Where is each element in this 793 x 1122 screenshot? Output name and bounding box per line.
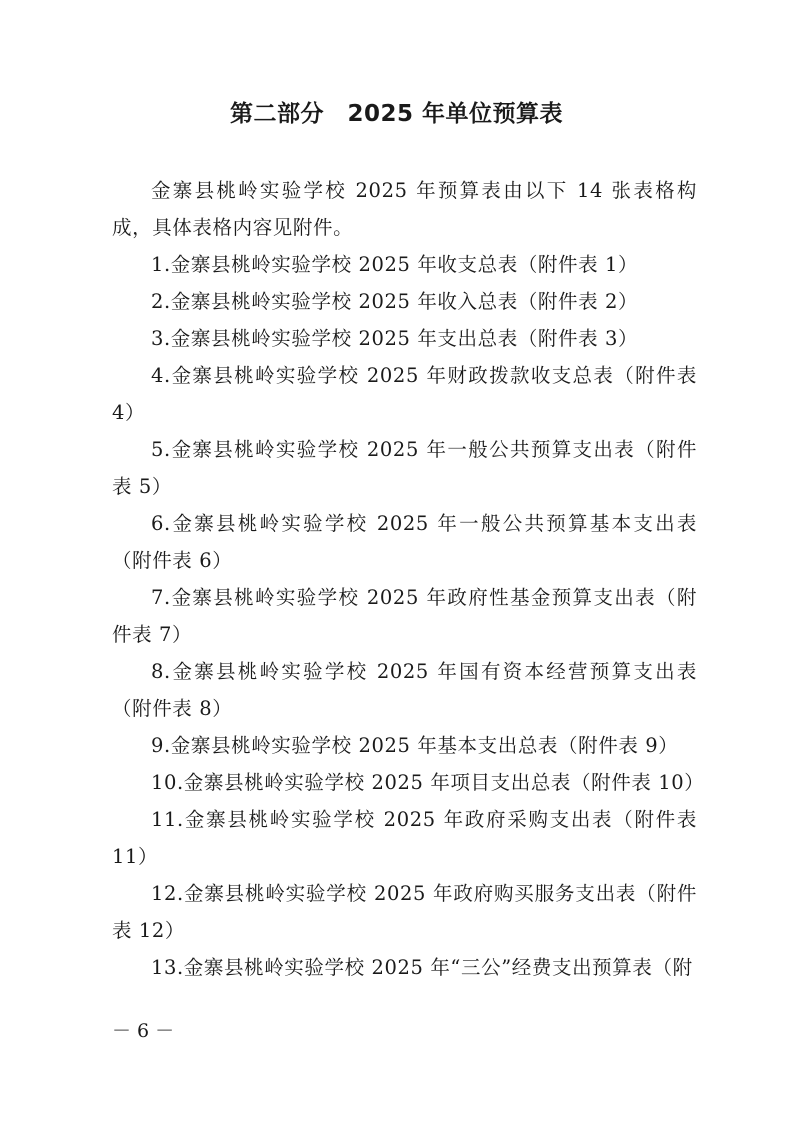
list-item: 11.金寨县桃岭实验学校 2025 年政府采购支出表（附件表 11） (112, 808, 697, 868)
list-item: 10.金寨县桃岭实验学校 2025 年项目支出总表（附件表 10） (151, 771, 705, 794)
list-item: 8.金寨县桃岭实验学校 2025 年国有资本经营预算支出表（附件表 8） (112, 660, 697, 720)
list-item: 13.金寨县桃岭实验学校 2025 年“三公”经费支出预算表（附 (151, 956, 693, 979)
list-item: 6.金寨县桃岭实验学校 2025 年一般公共预算基本支出表（附件表 6） (112, 512, 697, 572)
intro-paragraph: 金寨县桃岭实验学校 2025 年预算表由以下 14 张表格构成，具体表格内容见附件。 (112, 179, 697, 239)
page-number: － 6 － (112, 1020, 175, 1042)
list-item: 7.金寨县桃岭实验学校 2025 年政府性基金预算支出表（附件表 7） (112, 586, 697, 646)
list-item: 9.金寨县桃岭实验学校 2025 年基本支出总表（附件表 9） (151, 734, 679, 757)
list-item: 3.金寨县桃岭实验学校 2025 年支出总表（附件表 3） (151, 327, 639, 350)
list-item: 12.金寨县桃岭实验学校 2025 年政府购买服务支出表（附件表 12） (112, 882, 697, 942)
list-item: 5.金寨县桃岭实验学校 2025 年一般公共预算支出表（附件表 5） (112, 438, 697, 498)
page-title: 第二部分 2025 年单位预算表 (229, 101, 564, 127)
list-item: 4.金寨县桃岭实验学校 2025 年财政拨款收支总表（附件表 4） (112, 364, 697, 424)
document-body (112, 172, 705, 986)
list-item: 2.金寨县桃岭实验学校 2025 年收入总表（附件表 2） (151, 290, 639, 313)
list-item: 1.金寨县桃岭实验学校 2025 年收支总表（附件表 1） (151, 253, 639, 276)
